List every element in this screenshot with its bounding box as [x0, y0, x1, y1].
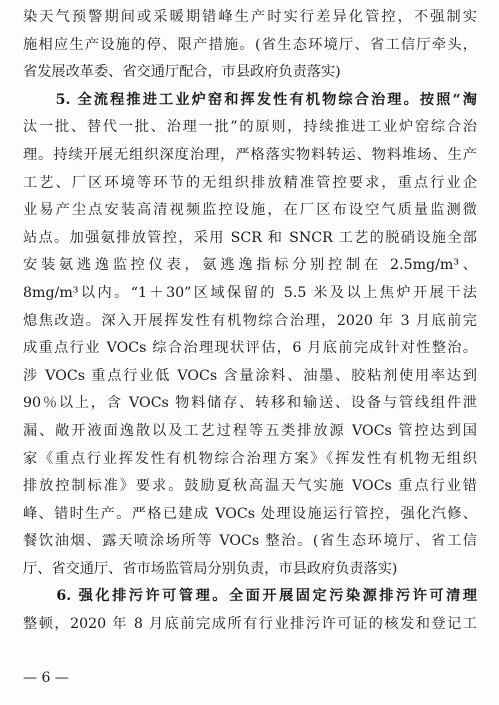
- text-line: 业易产尘点安装高清视频监控设施，在厂区布设空气质量监测微: [23, 202, 477, 219]
- text-line: 排放控制标准》要求。鼓励夏秋高温天气实施 VOCs 重点行业错: [23, 478, 477, 495]
- text-line: 汰一批、替代一批、治理一批”的原则，持续推进工业炉窑综合治: [23, 119, 477, 136]
- text-line: 成重点行业 VOCs 综合治理现状评估，6 月底前完成针对性整治。: [23, 340, 477, 357]
- text-line: 整顿，2020 年 8 月底前完成所有行业排污许可证的核发和登记工: [23, 616, 477, 633]
- text-line: 90％以上，含 VOCs 物料储存、转移和输送、设备与管线组件泄: [23, 395, 477, 412]
- text-line: 省发展改革委、省交通厅配合，市县政府负责落实): [23, 64, 341, 81]
- text-line: 工艺、厂区环境等环节的无组织排放精准管控要求，重点行业企: [23, 174, 477, 191]
- text-line: 施相应生产设施的停、限产措施。(省生态环境厅、省工信厅牵头，: [23, 36, 477, 53]
- text-line: 染天气预警期间或采暖期错峰生产时实行差异化管控，不强制实: [23, 9, 477, 25]
- text-line: 家《重点行业挥发性有机物综合治理方案》《挥发性有机物无组织: [23, 450, 477, 467]
- body-text: [23, 4, 477, 639]
- text-line: 熄焦改造。深入开展挥发性有机物综合治理，2020 年 3 月底前完: [23, 312, 477, 329]
- text-line: 涉 VOCs 重点行业低 VOCs 含量涂料、油墨、胶粘剂使用率达到: [23, 367, 477, 384]
- text-line: 峰、错时生产。严格已建成 VOCs 处理设施运行管控，强化汽修、: [23, 505, 477, 522]
- text-line: 理。持续开展无组织深度治理，严格落实物料转运、物料堆场、生产: [23, 146, 477, 163]
- section-6-heading-line: 6. 强化排污许可管理。全面开展固定污染源排污许可清理: [23, 588, 477, 605]
- section-5-heading-line: 5. 全流程推进工业炉窑和挥发性有机物综合治理。按照“淘: [23, 91, 477, 108]
- text-line: 餐饮油烟、露天喷涂场所等 VOCs 整治。(省生态环境厅、省工信: [23, 533, 477, 550]
- text-line: 安装氨逃逸监控仪表，氨逃逸指标分别控制在 2.5mg/m³、: [23, 257, 477, 274]
- text-line: 站点。加强氨排放管控，采用 SCR 和 SNCR 工艺的脱硝设施全部: [23, 229, 477, 246]
- page-number: — 6 —: [23, 670, 69, 686]
- text-line: 8mg/m³以内。“1＋30”区域保留的 5.5 米及以上焦炉开展干法: [23, 284, 477, 301]
- text-line: 漏、敞开液面逸散以及工艺过程等五类排放源 VOCs 管控达到国: [23, 422, 477, 439]
- text-line: 厅、省交通厅、省市场监管局分别负责，市县政府负责落实): [23, 560, 398, 577]
